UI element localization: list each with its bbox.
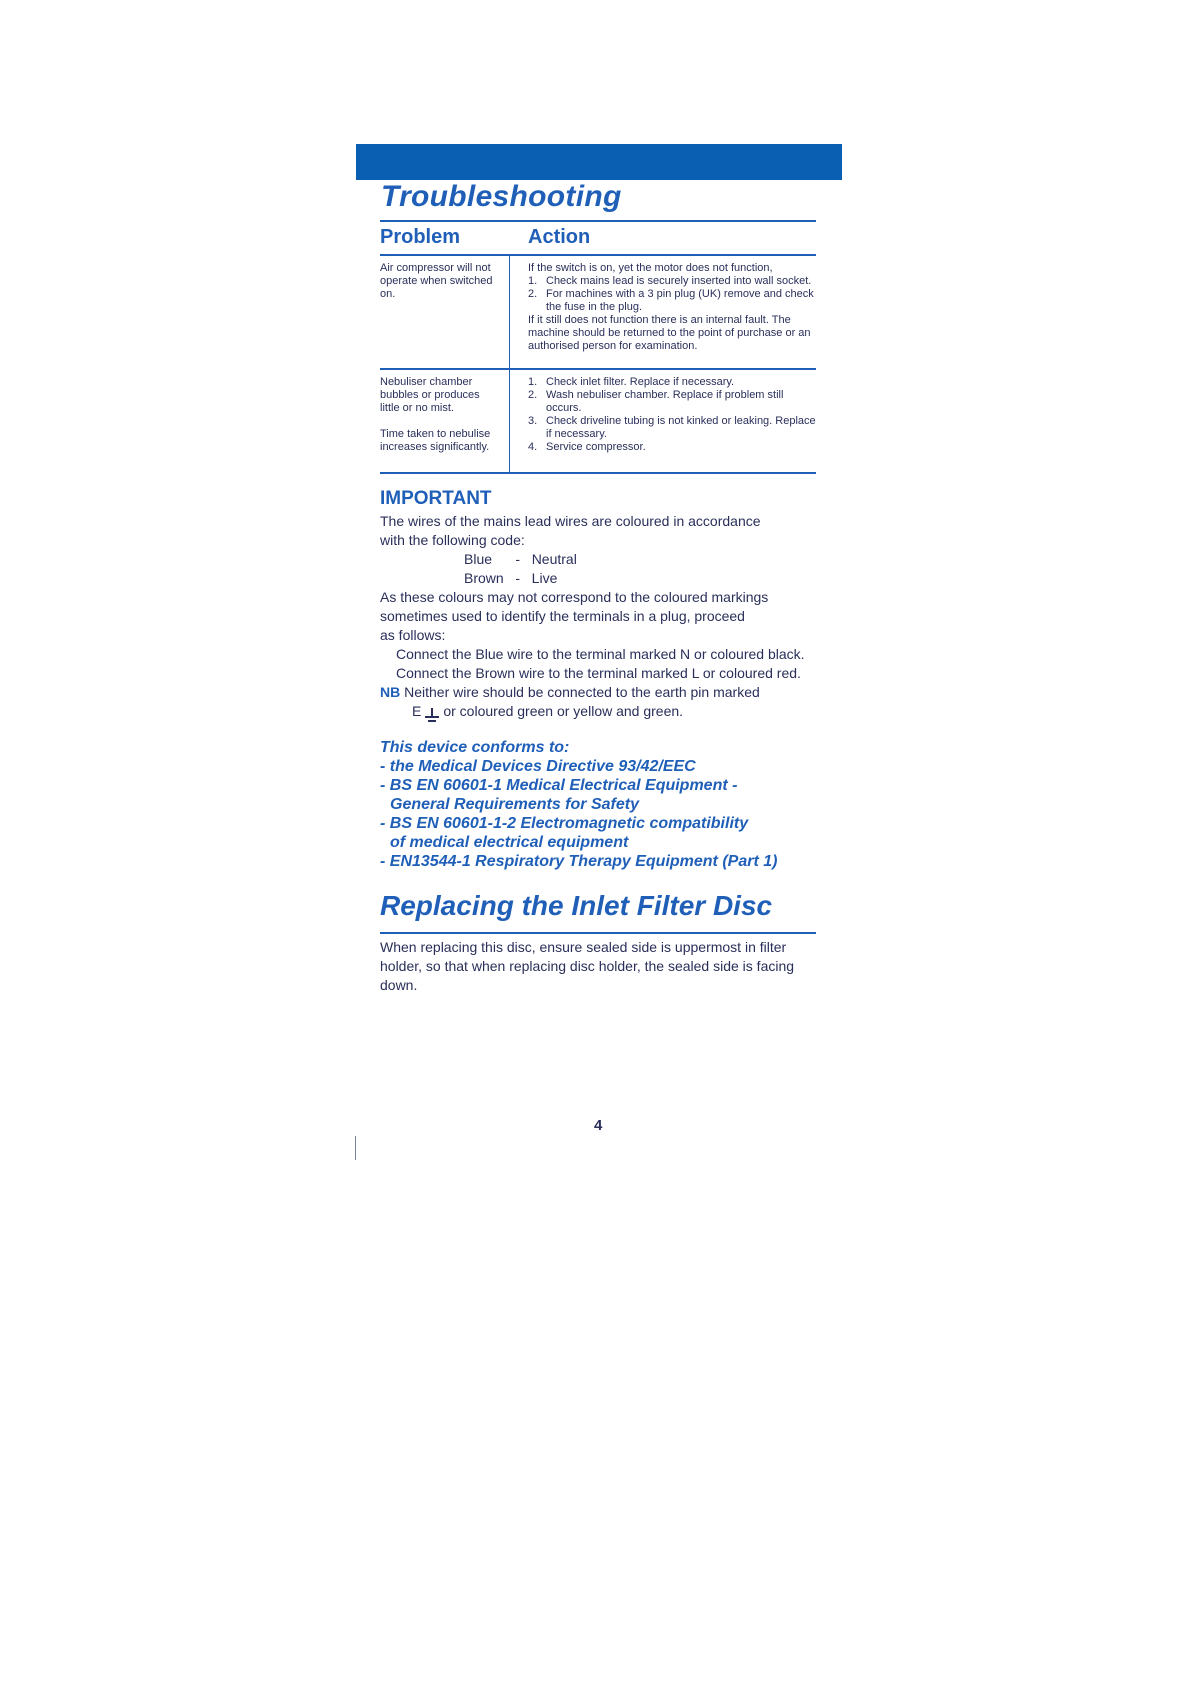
wire-code-blue: Blue - Neutral	[464, 551, 577, 567]
connect-instruction: Connect the Blue wire to the terminal marked N or coloured black.	[396, 646, 805, 662]
conformity-item: - BS EN 60601-1-2 Electromagnetic compatibility	[380, 815, 749, 832]
page-number: 4	[594, 1117, 603, 1134]
step-text: Check inlet filter. Replace if necessary.	[546, 376, 735, 388]
earth-note	[380, 702, 820, 722]
problem-text: Nebuliser chamber bubbles or produces little or no mist.	[380, 376, 480, 414]
problem-text: Air compressor will not operate when switched on.	[380, 262, 493, 300]
action-step	[528, 441, 820, 454]
action-header: Action	[528, 226, 591, 248]
action-step	[528, 275, 820, 288]
action-step	[528, 376, 820, 389]
table-row	[380, 370, 816, 474]
step-number: 4.	[528, 441, 538, 453]
table-header	[380, 220, 816, 256]
problem-cell	[380, 376, 500, 454]
step-text: Wash nebuliser chamber. Replace if problem still occurs.	[546, 389, 784, 414]
step-number: 2.	[528, 288, 538, 300]
earth-suffix: or coloured green or yellow and green.	[443, 703, 684, 719]
conformity-heading: This device conforms to:	[380, 739, 570, 756]
wire-code-brown: Brown - Live	[464, 570, 558, 586]
step-text: For machines with a 3 pin plug (UK) remove and check the fuse in the plug.	[546, 288, 814, 313]
replace-instructions: When replacing this disc, ensure sealed side is uppermost in filter holder, so that when replacing disc holder, the sealed side is facing down.	[380, 939, 795, 993]
earth-symbol-icon	[424, 706, 440, 722]
important-text: sometimes used to identify the terminals in a plug, proceed	[380, 608, 745, 624]
table-row	[380, 256, 816, 370]
conformity-item: General Requirements for Safety	[390, 796, 639, 813]
troubleshooting-table	[380, 220, 816, 474]
conformity-item: of medical electrical equipment	[390, 834, 629, 851]
step-text: Check mains lead is securely inserted into wall socket.	[546, 275, 812, 287]
conformity-item: - the Medical Devices Directive 93/42/EEC	[380, 758, 696, 775]
nb-note	[380, 683, 820, 702]
conformity-item: - EN13544-1 Respiratory Therapy Equipment (Part 1)	[380, 853, 778, 870]
step-text: Service compressor.	[546, 441, 646, 453]
header-band	[356, 144, 842, 180]
conformity-section	[380, 738, 840, 871]
nb-label: NB	[380, 684, 401, 700]
step-number: 3.	[528, 415, 538, 427]
step-number: 1.	[528, 376, 538, 388]
section-title: Replacing the Inlet Filter Disc	[380, 890, 773, 921]
important-section	[380, 488, 820, 722]
important-heading: IMPORTANT	[380, 488, 492, 509]
important-text: The wires of the mains lead wires are coloured in accordance	[380, 513, 761, 529]
action-step	[528, 415, 820, 441]
page-title: Troubleshooting	[381, 180, 622, 213]
problem-cell	[380, 262, 500, 301]
earth-prefix: E	[412, 703, 422, 719]
action-cell	[528, 376, 820, 454]
action-cell	[528, 262, 820, 353]
problem-text: Time taken to nebulise increases significantly.	[380, 428, 491, 453]
step-number: 2.	[528, 389, 538, 401]
action-intro: If the switch is on, yet the motor does not function,	[528, 262, 773, 274]
step-number: 1.	[528, 275, 538, 287]
step-text: Check driveline tubing is not kinked or leaking. Replace if necessary.	[546, 415, 816, 440]
important-text: As these colours may not correspond to the coloured markings	[380, 589, 769, 605]
action-outro: If it still does not function there is an internal fault. The machine should be returned to the point of purchase or an authorised person for examination.	[528, 314, 811, 352]
divider	[380, 932, 816, 934]
connect-instruction: Connect the Brown wire to the terminal marked L or coloured red.	[396, 665, 801, 681]
problem-header: Problem	[380, 226, 461, 248]
margin-mark	[355, 1136, 356, 1160]
important-text: as follows:	[380, 627, 446, 643]
conformity-item: - BS EN 60601-1 Medical Electrical Equipment -	[380, 777, 738, 794]
important-text: with the following code:	[380, 532, 525, 548]
action-step	[528, 389, 820, 415]
action-step	[528, 288, 820, 314]
column-divider	[509, 256, 510, 368]
nb-text: Neither wire should be connected to the earth pin marked	[404, 684, 760, 700]
column-divider	[509, 370, 510, 472]
